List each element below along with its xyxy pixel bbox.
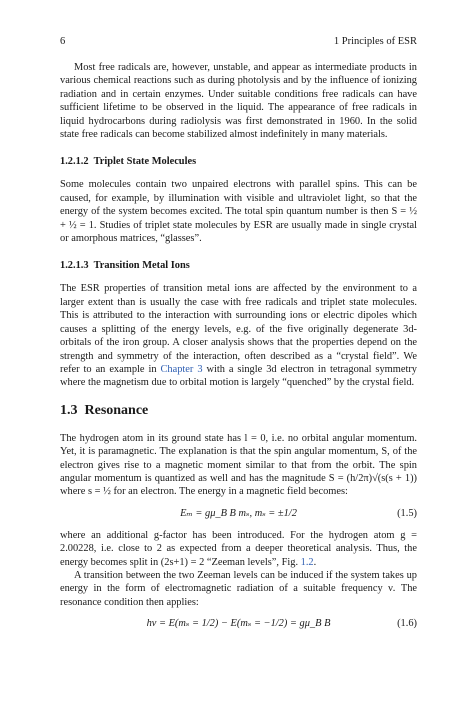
running-header bbox=[60, 36, 417, 52]
figure-1-2-link[interactable]: 1.2 bbox=[300, 556, 314, 568]
text: where an additional g-factor has been introduced. For the hydrogen atom g = 2.00228, i.e. close to 2 as expected from a deeper theoretical analysis. Thus, the energy becomes split in (2s+1) = 2 “Zeeman levels”, Fig. bbox=[60, 529, 417, 568]
text: with a single 3d electron in tetragonal symmetry where the magnetism due to orbital motion is largely “quenched” by the crystal field. bbox=[60, 363, 417, 389]
heading-number: 1.3 bbox=[60, 402, 78, 418]
paragraph-triplet: Some molecules contain two unpaired electrons with parallel spins. This can be caused, for example, by illumination with visible and ultraviolet light, so that the energy of the system becomes excited. The total spin quantum number is then S = ½ + ½ = 1. Studies of triplet state molecules by ESR are usually made in single crystal or amorphous matrices, “glasses”. bbox=[60, 179, 417, 245]
equation-number: (1.6) bbox=[397, 618, 417, 630]
heading-number: 1.2.1.2 bbox=[60, 156, 89, 168]
running-title: 1 Principles of ESR bbox=[333, 36, 417, 47]
heading-title: Resonance bbox=[84, 402, 149, 418]
heading-1212 bbox=[60, 155, 417, 168]
page bbox=[60, 36, 417, 631]
page-number: 6 bbox=[60, 36, 66, 47]
heading-1213 bbox=[60, 259, 417, 272]
heading-title: Triplet State Molecules bbox=[93, 156, 197, 168]
chapter-3-link[interactable]: Chapter 3 bbox=[160, 363, 203, 375]
paragraph-transition-metal bbox=[60, 282, 417, 389]
paragraph-hydrogen: The hydrogen atom in its ground state has l = 0, i.e. no orbital angular momentum. Yet, it is paramagnetic. The explanation is that the spin angular momentum, S, of the electron gives rise to a magnetic moment similar to that from the orbit. The spin angular momentum is quantized as well and has the magnitude S = (h/2π)√(s(s + 1)) where s = ½ for an electron. The energy in a magnetic field becomes: bbox=[60, 432, 417, 498]
heading-title: Transition Metal Ions bbox=[93, 260, 190, 272]
heading-13 bbox=[60, 402, 417, 420]
paragraph-free-radicals: Most free radicals are, however, unstable, and appear as intermediate products in various chemical reactions such as during photolysis and by the influence of ionizing radiation and in certain enzymes. Under suitable conditions free radicals can have sufficient lifetime to be observed in the liquid. The appearance of free radicals in liquid hydrocarbons during radiolysis was first demonstrated in 1960. In the solid state free radicals can become stabilized almost indefinitely in many materials. bbox=[60, 62, 417, 141]
equation-text: hν = E(mₛ = 1/2) − E(mₛ = −1/2) = gμ_B B bbox=[146, 618, 331, 630]
text: The ESR properties of transition metal ions are affected by the environment to a larger extent than is usually the case with free radicals and triplet state molecules. This is attributed to the interaction with surrounding ions or electric dipoles which causes a splitting of the energy levels, e.g. of the five originally degenerate 3d-orbitals of the iron group. A closer analysis shows that the properties depend on the strength and symmetry of the interaction, often described as a “crystal field”. We refer to an example in bbox=[60, 283, 417, 375]
paragraph-g-factor bbox=[60, 529, 417, 569]
text: . bbox=[313, 556, 317, 568]
paragraph-transition: A transition between the two Zeeman levels can be induced if the system takes up energy in the form of electromagnetic radiation of a suitable frequency ν. The resonance condition then applies: bbox=[60, 569, 417, 608]
heading-number: 1.2.1.3 bbox=[60, 260, 89, 272]
equation-number: (1.5) bbox=[397, 507, 417, 519]
equation-1-6 bbox=[60, 617, 417, 631]
equation-1-5 bbox=[60, 507, 417, 521]
equation-text: Eₘ = gμ_B B mₛ, mₛ = ±1/2 bbox=[180, 507, 297, 519]
